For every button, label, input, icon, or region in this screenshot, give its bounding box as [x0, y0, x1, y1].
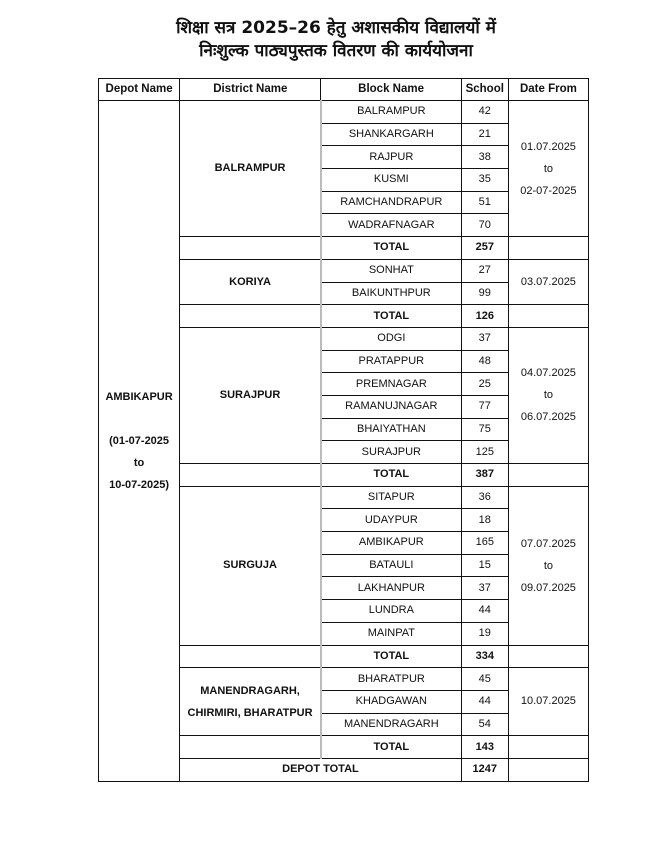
depot-cell — [99, 101, 180, 782]
block-name: RAJPUR — [321, 146, 461, 169]
block-name: BAIKUNTHPUR — [321, 282, 461, 305]
total-value: 257 — [461, 237, 508, 260]
school-count: 37 — [461, 327, 508, 350]
school-count: 99 — [461, 282, 508, 305]
empty-cell — [508, 237, 588, 260]
school-count: 19 — [461, 622, 508, 645]
distribution-plan-table — [98, 78, 589, 782]
block-name: MANENDRAGARH — [321, 713, 461, 736]
empty-cell — [180, 464, 321, 487]
block-name: PRATAPPUR — [321, 350, 461, 373]
district-name: KORIYA — [180, 259, 321, 304]
total-label: TOTAL — [321, 305, 461, 328]
school-count: 54 — [461, 713, 508, 736]
date-range-cell — [508, 486, 588, 645]
document-title-line-2: निःशुल्क पाठ्यपुस्तक वितरण की कार्ययोजना — [199, 41, 473, 61]
empty-cell — [508, 758, 588, 781]
school-count: 15 — [461, 554, 508, 577]
school-count: 35 — [461, 169, 508, 192]
total-label: TOTAL — [321, 464, 461, 487]
date-to: 02-07-2025 — [520, 184, 577, 197]
date-to-word: to — [543, 389, 553, 402]
block-name: SONHAT — [321, 259, 461, 282]
school-count: 42 — [461, 101, 508, 124]
total-label: TOTAL — [321, 645, 461, 668]
block-name: BATAULI — [321, 554, 461, 577]
total-value: 143 — [461, 736, 508, 759]
header-district-name: District Name — [180, 79, 321, 101]
district-name: SURAJPUR — [180, 327, 321, 463]
block-name: LUNDRA — [321, 600, 461, 623]
depot-range-to: to — [133, 456, 145, 469]
block-name: RAMANUJNAGAR — [321, 395, 461, 418]
district-name-line-1: MANENDRAGARH, — [200, 684, 300, 697]
document-title-line-1: शिक्षा सत्र 2025–26 हेतु अशासकीय विद्यालयों में — [176, 18, 496, 38]
total-label: TOTAL — [321, 237, 461, 260]
school-count: 75 — [461, 418, 508, 441]
school-count: 45 — [461, 668, 508, 691]
school-count: 48 — [461, 350, 508, 373]
block-name: ODGI — [321, 327, 461, 350]
total-label: TOTAL — [321, 736, 461, 759]
block-name: BHARATPUR — [321, 668, 461, 691]
school-count: 25 — [461, 373, 508, 396]
header-date-from: Date From — [508, 79, 588, 101]
depot-name: AMBIKAPUR — [105, 390, 173, 403]
empty-cell — [180, 736, 321, 759]
school-count: 27 — [461, 259, 508, 282]
school-count: 44 — [461, 600, 508, 623]
block-name: BHAIYATHAN — [321, 418, 461, 441]
empty-cell — [508, 464, 588, 487]
date-from: 10.07.2025 — [508, 668, 588, 736]
school-count: 37 — [461, 577, 508, 600]
empty-cell — [180, 645, 321, 668]
total-value: 334 — [461, 645, 508, 668]
empty-cell — [180, 237, 321, 260]
date-from: 07.07.2025 — [520, 537, 576, 550]
date-to-word: to — [543, 162, 553, 175]
block-name: KHADGAWAN — [321, 690, 461, 713]
empty-cell — [508, 645, 588, 668]
date-to: 06.07.2025 — [520, 411, 576, 424]
total-value: 126 — [461, 305, 508, 328]
header-depot-name: Depot Name — [99, 79, 180, 101]
block-name: BALRAMPUR — [321, 101, 461, 124]
school-count: 125 — [461, 441, 508, 464]
school-count: 51 — [461, 191, 508, 214]
date-to: 09.07.2025 — [520, 581, 576, 594]
district-name: BALRAMPUR — [180, 101, 321, 237]
block-name: SITAPUR — [321, 486, 461, 509]
empty-cell — [180, 305, 321, 328]
header-block-name: Block Name — [321, 79, 461, 101]
school-count: 70 — [461, 214, 508, 237]
block-name: AMBIKAPUR — [321, 532, 461, 555]
block-name: LAKHANPUR — [321, 577, 461, 600]
header-row — [99, 79, 589, 101]
header-school: School — [461, 79, 508, 101]
block-name: PREMNAGAR — [321, 373, 461, 396]
date-to-word: to — [543, 559, 553, 572]
block-name: SURAJPUR — [321, 441, 461, 464]
date-range-cell — [508, 101, 588, 237]
date-from: 04.07.2025 — [520, 367, 576, 380]
school-count: 165 — [461, 532, 508, 555]
block-name: UDAYPUR — [321, 509, 461, 532]
total-value: 387 — [461, 464, 508, 487]
block-name: RAMCHANDRAPUR — [321, 191, 461, 214]
school-count: 77 — [461, 395, 508, 418]
school-count: 38 — [461, 146, 508, 169]
block-name: MAINPAT — [321, 622, 461, 645]
date-from: 03.07.2025 — [508, 259, 588, 304]
depot-range-start: (01-07-2025 — [109, 434, 170, 447]
district-name — [180, 668, 321, 736]
table-row — [99, 101, 589, 124]
date-from: 01.07.2025 — [520, 140, 576, 153]
empty-cell — [508, 305, 588, 328]
school-count: 18 — [461, 509, 508, 532]
empty-cell — [508, 736, 588, 759]
district-name: SURGUJA — [180, 486, 321, 645]
block-name: SHANKARGARH — [321, 123, 461, 146]
depot-total-value: 1247 — [461, 758, 508, 781]
school-count: 44 — [461, 690, 508, 713]
school-count: 21 — [461, 123, 508, 146]
block-name: WADRAFNAGAR — [321, 214, 461, 237]
district-name-line-2: CHIRMIRI, BHARATPUR — [187, 706, 313, 719]
school-count: 36 — [461, 486, 508, 509]
depot-range-end: 10-07-2025) — [109, 478, 170, 491]
block-name: KUSMI — [321, 169, 461, 192]
depot-total-label: DEPOT TOTAL — [180, 758, 462, 781]
date-range-cell — [508, 327, 588, 463]
